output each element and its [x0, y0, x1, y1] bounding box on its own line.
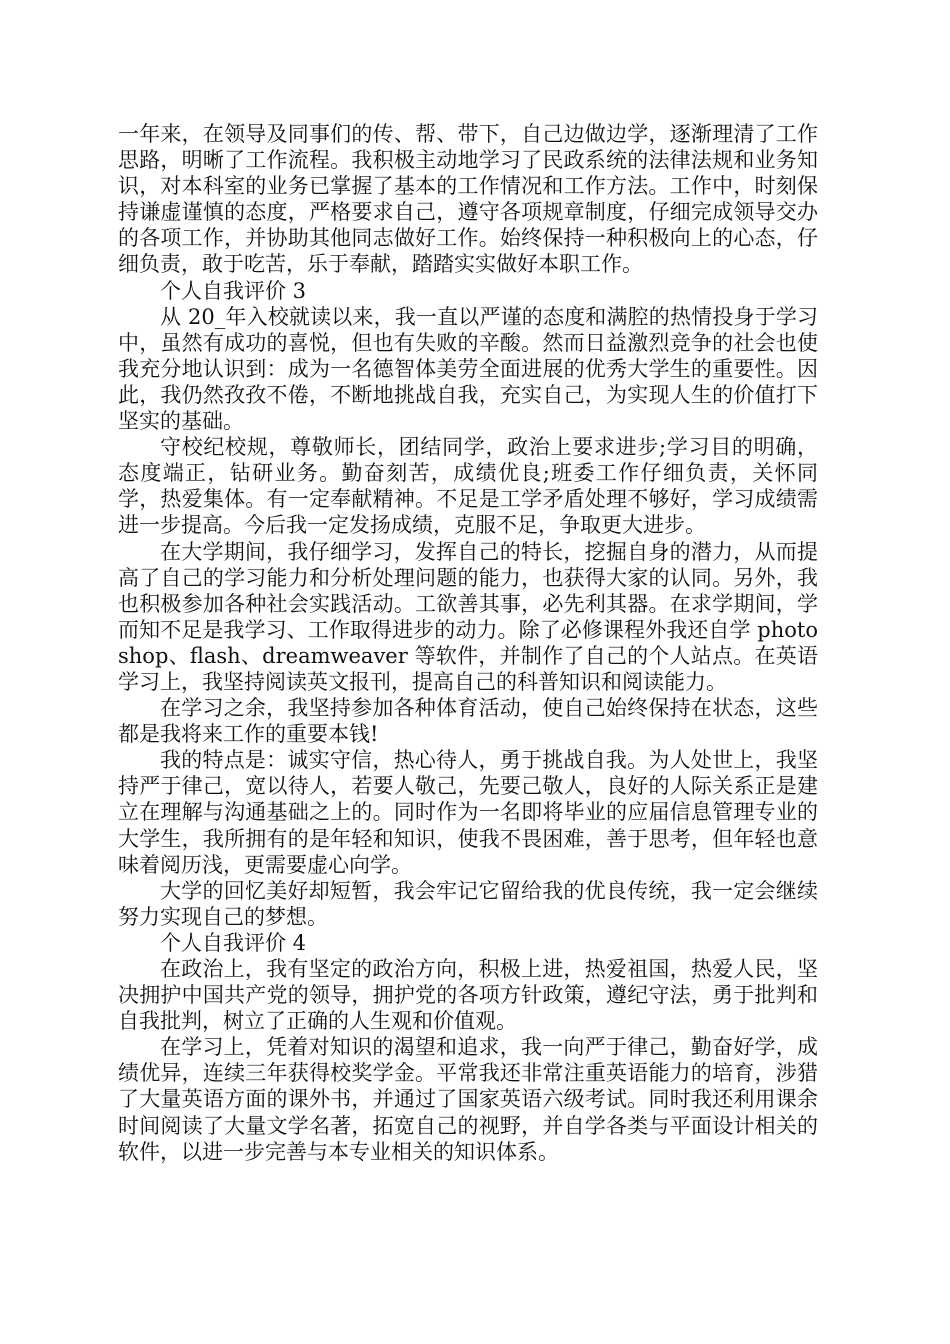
paragraph-discipline: 守校纪校规，尊敬师长，团结同学，政治上要求进步;学习目的明确，态度端正，钻研业务。勤奋刻苦，成绩优良;班委工作仔细负责，关怀同学，热爱集体。有一定奉献精神。不足是工学矛盾处理不够好，学习成绩需进一步提高。今后我一定发扬成绩，克服不足，争取更大进步。 — [118, 435, 818, 538]
section-heading-4: 个人自我评价 4 — [160, 930, 307, 955]
paragraph-memories: 大学的回忆美好却短暂，我会牢记它留给我的优良传统，我一定会继续努力实现自己的梦想。 — [118, 878, 818, 929]
section-heading-3: 个人自我评价 3 — [160, 278, 307, 303]
document-body — [118, 121, 818, 1165]
paragraph-politics: 在政治上，我有坚定的政治方向，积极上进，热爱祖国，热爱人民，坚决拥护中国共产党的领导，拥护党的各项方针政策，遵纪守法，勇于批判和自我批判，树立了正确的人生观和价值观。 — [118, 957, 818, 1034]
paragraph-characteristics: 我的特点是：诚实守信，热心待人，勇于挑战自我。为人处世上，我坚持严于律己，宽以待人，若要人敬己，先要己敬人，良好的人际关系正是建立在理解与沟通基础之上的。同时作为一名即将毕业的应届信息管理专业的大学生，我所拥有的是年轻和知识，使我不畏困难，善于思考，但年轻也意味着阅历浅，更需要虚心向学。 — [118, 748, 818, 877]
paragraph-sports: 在学习之余，我坚持参加各种体育活动，使自己始终保持在状态，这些都是我将来工作的重要本钱! — [118, 696, 818, 747]
paragraph-university-study: 在大学期间，我仔细学习，发挥自己的特长，挖掘自身的潜力，从而提高了自己的学习能力和分析处理问题的能力，也获得大家的认同。另外，我也积极参加各种社会实践活动。工欲善其事，必先利其器。在求学期间，学而知不足是我学习、工作取得进步的动力。除了必修课程外我还自学 photoshop、flash、dreamweaver 等软件，并制作了自己的个人站点。在英语学习上，我坚持阅读英文报刊，提高自己的科普知识和阅读能力。 — [118, 539, 818, 694]
paragraph-work-summary: 一年来，在领导及同事们的传、帮、带下，自己边做边学，逐渐理清了工作思路，明晰了工作流程。我积极主动地学习了民政系统的法律法规和业务知识，对本科室的业务已掌握了基本的工作情况和工作方法。工作中，时刻保持谦虚谨慎的态度，严格要求自己，遵守各项规章制度，仔细完成领导交办的各项工作，并协助其他同志做好工作。始终保持一种积极向上的心态，仔细负责，敢于吃苦，乐于奉献，踏踏实实做好本职工作。 — [118, 122, 818, 277]
paragraph-enrollment: 从 20_年入校就读以来，我一直以严谨的态度和满腔的热情投身于学习中，虽然有成功的喜悦，但也有失败的辛酸。然而日益激烈竞争的社会也使我充分地认识到：成为一名德智体美劳全面进展的优秀大学生的重要性。因此，我仍然孜孜不倦，不断地挑战自我，充实自己，为实现人生的价值打下坚实的基础。 — [118, 304, 818, 434]
paragraph-learning: 在学习上，凭着对知识的渴望和追求，我一向严于律己，勤奋好学，成绩优异，连续三年获得校奖学金。平常我还非常注重英语能力的培育，涉猎了大量英语方面的课外书，并通过了国家英语六级考试。同时我还利用课余时间阅读了大量文学名著，拓宽自己的视野，并自学各类与平面设计相关的软件，以进一步完善与本专业相关的知识体系。 — [118, 1035, 818, 1164]
